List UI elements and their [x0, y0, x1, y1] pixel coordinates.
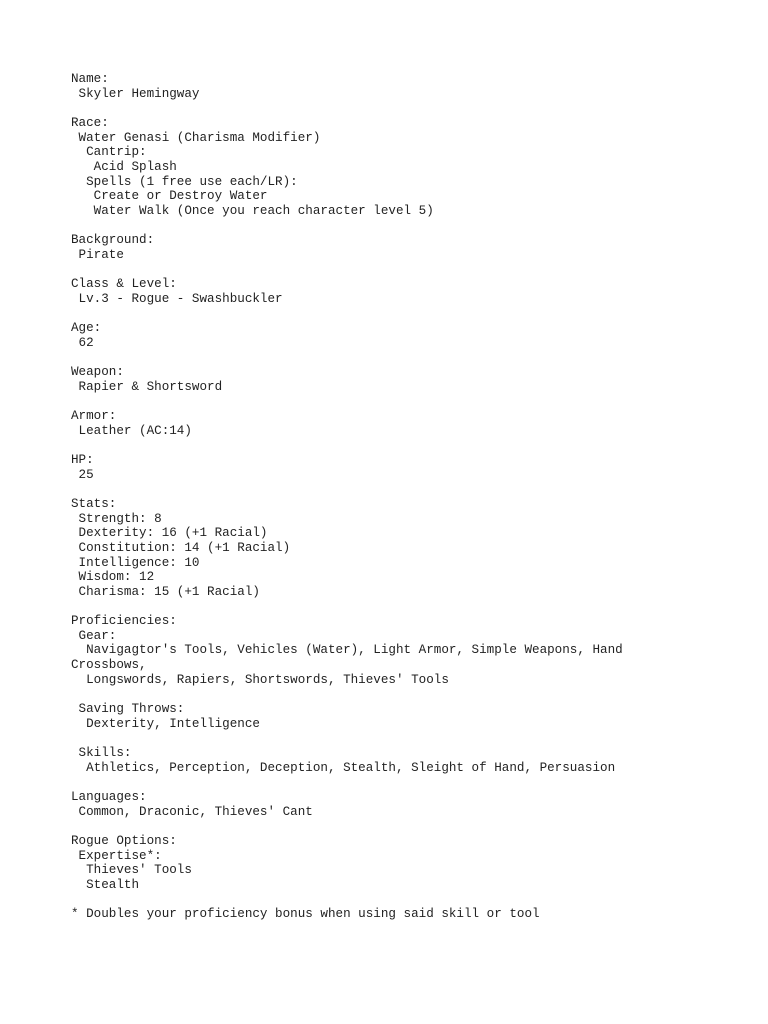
- proficiencies-label: Proficiencies:: [71, 614, 177, 629]
- spacer: [71, 731, 751, 746]
- spacer: [71, 438, 751, 453]
- age-label: Age:: [71, 321, 102, 336]
- languages-label: Languages:: [71, 789, 147, 804]
- stat-charisma: Charisma: 15 (+1 Racial): [71, 584, 260, 599]
- spacer: [71, 893, 751, 908]
- race-value: Water Genasi (Charisma Modifier): [71, 130, 321, 145]
- spacer: [71, 306, 751, 321]
- gear-line: Crossbows,: [71, 658, 147, 673]
- languages-value: Common, Draconic, Thieves' Cant: [71, 804, 313, 819]
- stat-dexterity: Dexterity: 16 (+1 Racial): [71, 526, 268, 541]
- armor-label: Armor:: [71, 409, 117, 423]
- saving-throws-value: Dexterity, Intelligence: [71, 716, 260, 731]
- class-label: Class & Level:: [71, 277, 177, 292]
- saving-throws-label: Saving Throws:: [71, 702, 185, 717]
- race-label: Race:: [71, 115, 109, 130]
- spacer: [71, 394, 751, 409]
- spell-item: Create or Destroy Water: [71, 189, 268, 204]
- stat-wisdom: Wisdom: 12: [71, 570, 155, 585]
- class-value: Lv.3 - Rogue - Swashbuckler: [71, 291, 283, 306]
- spacer: [71, 219, 751, 234]
- background-label: Background:: [71, 233, 155, 248]
- spacer: [71, 600, 751, 615]
- spell-item: Water Walk (Once you reach character level 5): [71, 203, 434, 218]
- age-value: 62: [71, 335, 94, 350]
- spells-label: Spells (1 free use each/LR):: [71, 174, 298, 189]
- stat-strength: Strength: 8: [71, 511, 162, 526]
- gear-line: Navigagtor's Tools, Vehicles (Water), Light Armor, Simple Weapons, Hand: [71, 643, 623, 658]
- expertise-label: Expertise*:: [71, 848, 162, 863]
- background-value: Pirate: [71, 247, 124, 262]
- name-value: Skyler Hemingway: [71, 86, 200, 101]
- weapon-label: Weapon:: [71, 365, 124, 380]
- spacer: [71, 101, 751, 116]
- gear-label: Gear:: [71, 628, 117, 643]
- rogue-options-label: Rogue Options:: [71, 833, 177, 848]
- cantrip-value: Acid Splash: [71, 159, 177, 174]
- hp-value: 25: [71, 467, 94, 482]
- expertise-item: Stealth: [71, 877, 140, 892]
- character-sheet: [71, 72, 751, 922]
- footnote: * Doubles your proficiency bonus when using said skill or tool: [71, 907, 540, 922]
- spacer: [71, 263, 751, 278]
- expertise-item: Thieves' Tools: [71, 863, 192, 878]
- stat-intelligence: Intelligence: 10: [71, 555, 200, 570]
- skills-value: Athletics, Perception, Deception, Stealth, Sleight of Hand, Persuasion: [71, 760, 616, 775]
- spacer: [71, 687, 751, 702]
- spacer: [71, 819, 751, 834]
- stats-label: Stats:: [71, 496, 117, 511]
- hp-label: HP:: [71, 452, 94, 467]
- spacer: [71, 350, 751, 365]
- stat-constitution: Constitution: 14 (+1 Racial): [71, 540, 291, 555]
- gear-line: Longswords, Rapiers, Shortswords, Thieves' Tools: [71, 672, 449, 687]
- skills-label: Skills:: [71, 746, 132, 761]
- armor-value: Leather (AC:14): [71, 423, 192, 438]
- name-label: Name:: [71, 72, 109, 86]
- spacer: [71, 775, 751, 790]
- spacer: [71, 482, 751, 497]
- cantrip-label: Cantrip:: [71, 145, 147, 160]
- weapon-value: Rapier & Shortsword: [71, 379, 223, 394]
